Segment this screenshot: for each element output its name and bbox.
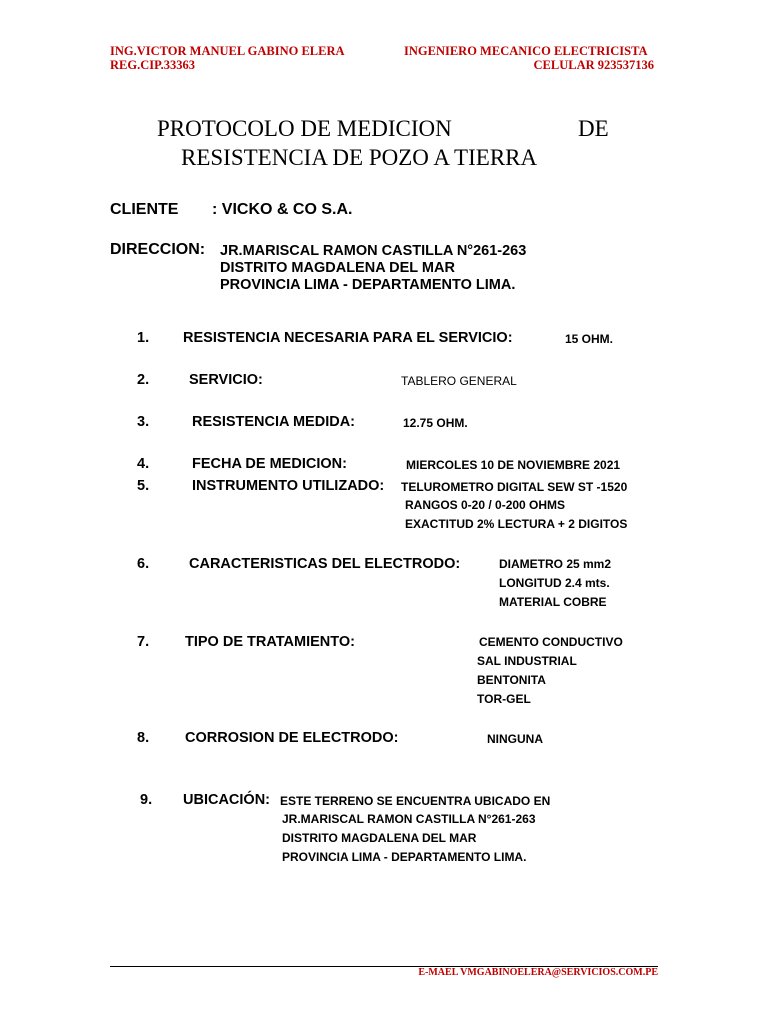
- item-number: 3.: [137, 414, 150, 430]
- title-line1-de: DE: [578, 116, 609, 141]
- direccion-line: PROVINCIA LIMA - DEPARTAMENTO LIMA.: [220, 277, 516, 293]
- direccion-line: DISTRITO MAGDALENA DEL MAR: [220, 260, 455, 276]
- item-value: 15 OHM.: [565, 332, 614, 346]
- title-line1: PROTOCOLO DE MEDICION: [157, 116, 452, 141]
- item-value: DISTRITO MAGDALENA DEL MAR: [282, 831, 477, 845]
- item-value: EXACTITUD 2% LECTURA + 2 DIGITOS: [405, 517, 628, 531]
- engineer-name: ING.VICTOR MANUEL GABINO ELERA: [110, 44, 345, 58]
- item-label: SERVICIO:: [189, 372, 263, 388]
- item-label: FECHA DE MEDICION:: [192, 456, 347, 472]
- item-value: TABLERO GENERAL: [401, 374, 517, 388]
- title-line2: RESISTENCIA DE POZO A TIERRA: [181, 145, 538, 170]
- item-value: CEMENTO CONDUCTIVO: [479, 635, 623, 649]
- direccion-label: DIRECCION:: [110, 241, 206, 258]
- item-label: RESISTENCIA MEDIDA:: [192, 414, 355, 430]
- cliente-value: : VICKO & CO S.A.: [212, 201, 353, 218]
- item-number: 9.: [140, 792, 153, 808]
- item-number: 2.: [137, 372, 150, 388]
- item-number: 8.: [137, 730, 150, 746]
- cliente-label: CLIENTE: [110, 201, 179, 218]
- item-value: 12.75 OHM.: [403, 416, 468, 430]
- item-label: RESISTENCIA NECESARIA PARA EL SERVICIO:: [183, 330, 513, 346]
- item-number: 5.: [137, 478, 150, 494]
- item-value: RANGOS 0-20 / 0-200 OHMS: [405, 498, 566, 512]
- item-value: NINGUNA: [487, 732, 543, 746]
- item-number: 6.: [137, 556, 150, 572]
- engineer-registration: REG.CIP.33363: [110, 58, 195, 72]
- item-value: LONGITUD 2.4 mts.: [499, 576, 610, 590]
- item-label: UBICACIÓN:: [183, 792, 270, 808]
- item-value: MIERCOLES 10 DE NOVIEMBRE 2021: [406, 458, 621, 472]
- item-number: 1.: [137, 330, 150, 346]
- engineer-phone: CELULAR 923537136: [533, 58, 654, 72]
- item-value: JR.MARISCAL RAMON CASTILLA N°261-263: [282, 812, 536, 826]
- item-value: DIAMETRO 25 mm2: [499, 557, 612, 571]
- item-value: PROVINCIA LIMA - DEPARTAMENTO LIMA.: [282, 850, 527, 864]
- item-value: TOR-GEL: [477, 692, 531, 706]
- item-value: BENTONITA: [477, 673, 546, 687]
- item-number: 7.: [137, 634, 150, 650]
- engineer-title: INGENIERO MECANICO ELECTRICISTA: [404, 44, 648, 58]
- item-value: TELUROMETRO DIGITAL SEW ST -1520: [401, 480, 628, 494]
- item-value: ESTE TERRENO SE ENCUENTRA UBICADO EN: [280, 794, 551, 808]
- item-label: CARACTERISTICAS DEL ELECTRODO:: [189, 556, 461, 572]
- item-label: CORROSION DE ELECTRODO:: [185, 730, 399, 746]
- footer-email[interactable]: E-MAEL VMGABINOELERA@SERVICIOS.COM.PE: [418, 967, 658, 978]
- item-value: SAL INDUSTRIAL: [477, 654, 577, 668]
- item-number: 4.: [137, 456, 150, 472]
- direccion-line: JR.MARISCAL RAMON CASTILLA N°261-263: [220, 243, 527, 259]
- item-value: MATERIAL COBRE: [499, 595, 607, 609]
- item-label: INSTRUMENTO UTILIZADO:: [192, 478, 385, 494]
- item-label: TIPO DE TRATAMIENTO:: [185, 634, 355, 650]
